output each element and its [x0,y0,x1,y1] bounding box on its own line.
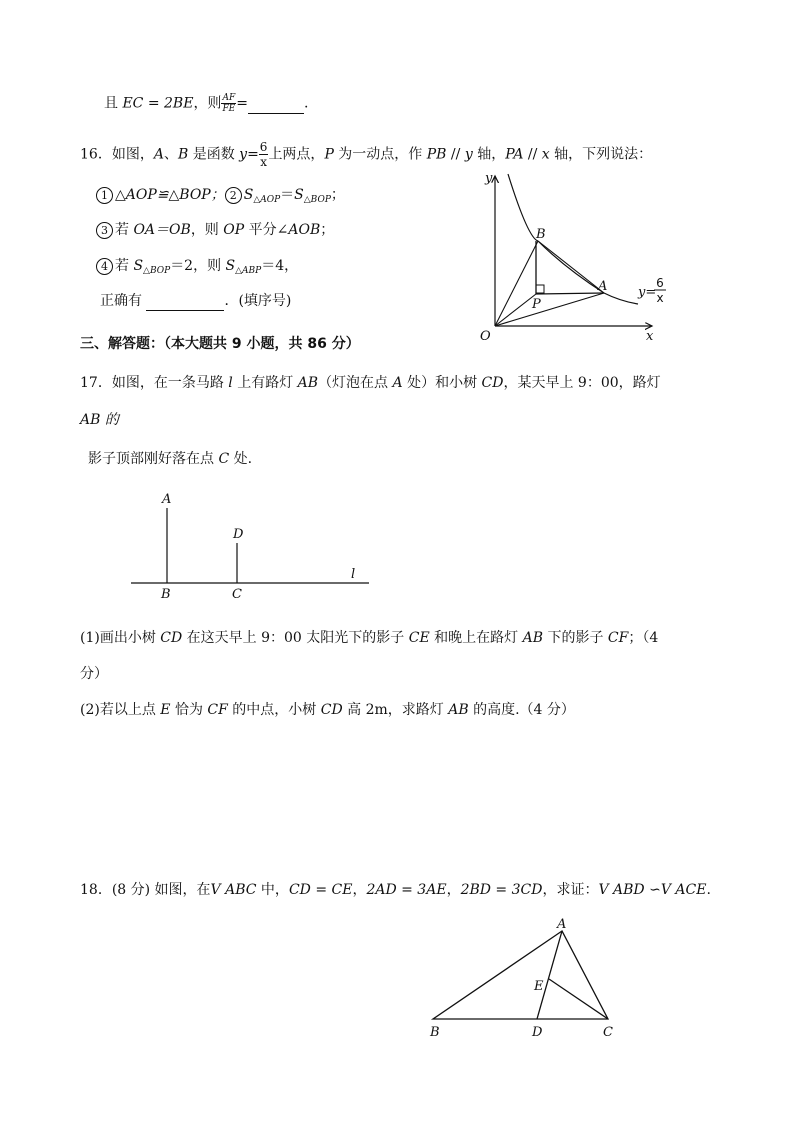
point-D-label: D [233,527,244,542]
q15-eq: = [236,95,248,112]
q16-figure [470,168,670,348]
point-C-label: C [232,587,242,602]
section-3-heading: 三、解答题：（本大题共 9 小题，共 86 分） [80,336,360,352]
point-D-label: D [532,1025,543,1040]
q15-sep: ，则 [193,95,222,112]
origin-label: O [480,329,491,344]
q15-fraction: $\frac{AF}{FE}$ [222,93,236,114]
point-A-label: A [598,279,608,294]
q16-statements-1-2: 1 △AOP≌△BOP； 2 $S_{\triangle AOP}=S_{\triangle BOP}$； [96,185,345,210]
point-A-label: A [162,492,172,507]
q17-line-3: 影子顶部刚好落在点 C 处. [88,451,253,467]
point-B-label: B [536,227,546,242]
q16-intro: 16．如图，A、B 是函数 y= $\frac{6}{x}$ 上两点，P 为一动点，作 PB // y 轴，PA // x 轴，下列说法： [80,140,653,169]
q16-function-fraction: $\frac{6}{x}$ [259,140,268,169]
q15-prefix: 且 [104,95,123,112]
curve-label: y= [638,285,657,300]
q17-part-1: (1)画出小树 CD 在这天早上 9：00 太阳光下的影子 CE 和晚上在路灯 AB 下的影子 CF；（4 [80,630,659,646]
circled-number-1: 1 [96,187,113,204]
q16-statement-4: 4 若 $S_{\triangle BOP}=2$，则 $S_{\triangle ABP}=4$， [96,256,298,281]
curve-label-den: x [656,291,664,305]
q17-part-1-cont: 分） [80,666,108,682]
segment-OP [495,294,536,326]
point-C-label: C [603,1025,613,1040]
right-angle-mark [536,285,544,293]
segment-AD [537,931,562,1019]
q15-condition: EC = 2BE [122,95,194,112]
segment-CE [549,979,608,1019]
point-E-label: E [534,979,544,994]
circled-number-3: 3 [96,222,113,239]
line-l-label: l [351,567,356,582]
q15-answer-blank[interactable] [248,97,304,114]
q18-statement: 18．(8 分) 如图，在V ABC 中，CD = CE，2AD = 3AE，2BD = 3CD，求证：V ABD ∽V ACE. [80,882,711,898]
q17-line-1: 17．如图，在一条马路 l 上有路灯 AB（灯泡在点 A 处）和小树 CD，某天早上 9：00，路灯 [80,375,661,391]
segment-OA [495,293,604,326]
point-P-label: P [532,297,541,312]
point-A-label: A [557,917,567,932]
q18-figure [420,912,630,1042]
point-B-label: B [430,1025,440,1040]
q17-figure [125,488,375,608]
triangle-ABC [433,931,608,1019]
q17-line-2: AB 的 [80,412,119,428]
point-B-label: B [161,587,171,602]
segment-OB [495,241,538,326]
circled-number-4: 4 [96,258,113,275]
segment-PA [536,293,604,294]
hyperbola-curve [508,174,638,304]
curve-label-num: 6 [656,276,664,290]
x-axis-label: x [646,329,654,344]
q16-statement-1: △AOP≌△BOP； [115,187,225,203]
q16-answer-blank[interactable] [146,294,224,311]
q15-tail-line: 且 EC = 2BE，则 $\frac{AF}{FE}$ = . [104,93,309,114]
q16-answer-line: 正确有 ．(填序号) [100,293,292,309]
q17-part-2: (2)若以上点 E 恰为 CF 的中点，小树 CD 高 2m，求路灯 AB 的高度.（4 分） [80,702,575,718]
y-axis-label: y [485,171,493,186]
circled-number-2: 2 [225,187,242,204]
segment-AB [538,241,604,293]
q16-statement-3: 3 若 OA＝OB，则 OP 平分∠AOB； [96,220,334,240]
